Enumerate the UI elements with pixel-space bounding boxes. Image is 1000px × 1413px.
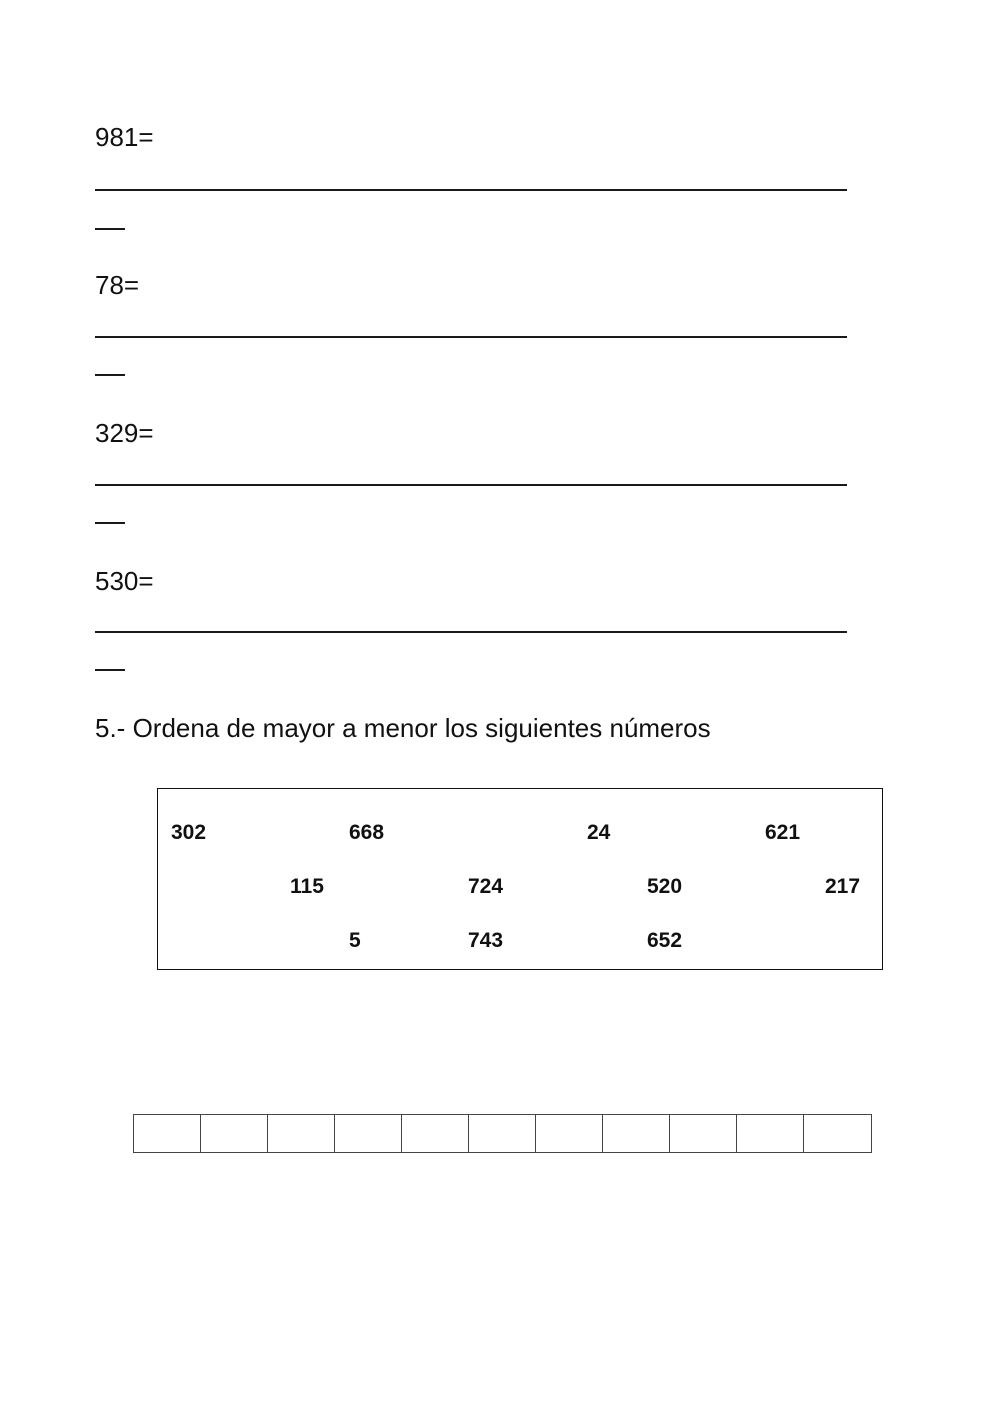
answer-box[interactable] [469, 1115, 536, 1152]
answer-line-continuation[interactable] [95, 522, 125, 524]
answer-box[interactable] [670, 1115, 737, 1152]
answer-box[interactable] [268, 1115, 335, 1152]
answer-line-continuation[interactable] [95, 669, 125, 671]
number-5: 5 [349, 929, 361, 952]
number-115: 115 [290, 875, 324, 898]
answer-box[interactable] [536, 1115, 603, 1152]
answer-box[interactable] [804, 1115, 871, 1152]
answer-box[interactable] [335, 1115, 402, 1152]
answer-box[interactable] [603, 1115, 670, 1152]
number-668: 668 [349, 821, 385, 844]
number-724: 724 [468, 875, 504, 898]
answer-line[interactable] [95, 189, 847, 191]
answer-line[interactable] [95, 484, 847, 486]
item-label: 530= [95, 566, 154, 596]
answer-line-continuation[interactable] [95, 374, 125, 376]
answer-line-continuation[interactable] [95, 228, 125, 230]
exercise-5-instruction: 5.- Ordena de mayor a menor los siguientes números [95, 713, 711, 743]
number-302: 302 [171, 821, 207, 844]
number-217: 217 [825, 875, 861, 898]
number-652: 652 [647, 929, 683, 952]
number-520: 520 [647, 875, 683, 898]
answer-boxes-row [133, 1114, 872, 1153]
answer-box[interactable] [134, 1115, 201, 1152]
item-label: 78= [95, 270, 140, 300]
number-743: 743 [468, 929, 504, 952]
answer-line[interactable] [95, 631, 847, 633]
number-621: 621 [765, 821, 801, 844]
numbers-box [157, 788, 883, 970]
answer-box[interactable] [402, 1115, 469, 1152]
item-label: 329= [95, 418, 154, 448]
answer-line[interactable] [95, 336, 847, 338]
answer-box[interactable] [201, 1115, 268, 1152]
number-24: 24 [587, 821, 611, 844]
item-label: 981= [95, 122, 154, 152]
answer-box[interactable] [737, 1115, 804, 1152]
